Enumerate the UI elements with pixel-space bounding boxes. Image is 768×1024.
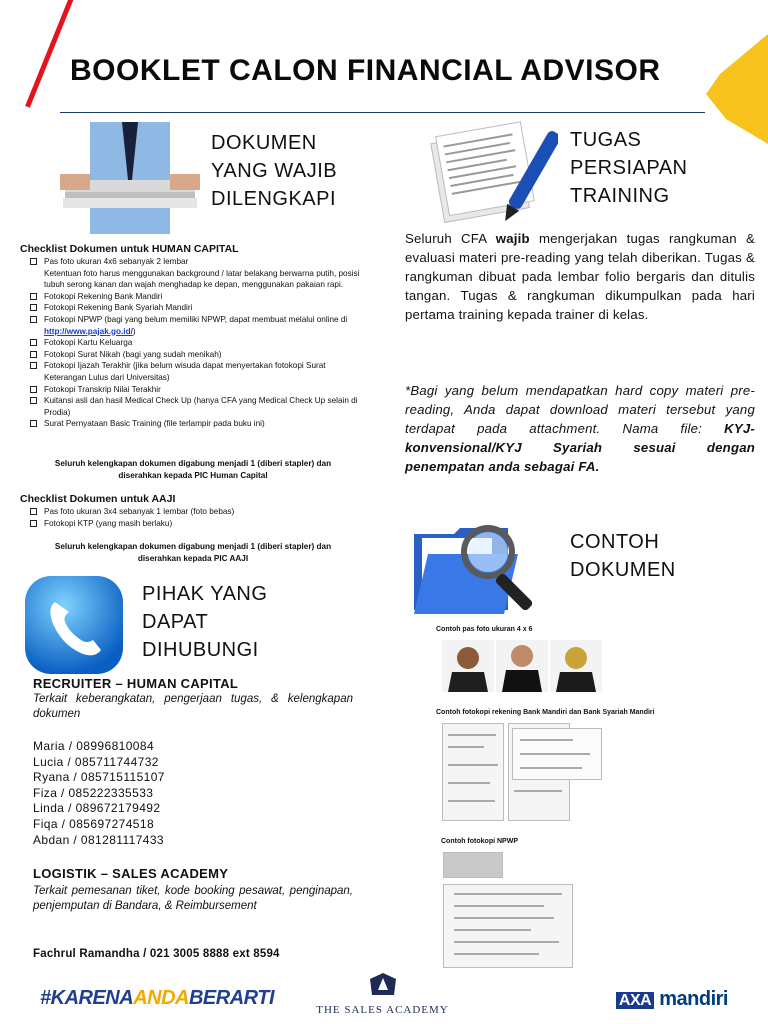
red-accent-stripe bbox=[25, 0, 76, 108]
scan-line bbox=[454, 953, 538, 955]
scan-line bbox=[520, 767, 582, 769]
dokumen-heading-line: DILENGKAPI bbox=[211, 188, 337, 210]
checklist-item bbox=[18, 349, 368, 361]
checklist-item-text: Fotokopi Rekening Bank Syariah Mandiri bbox=[44, 303, 193, 313]
checklist-item bbox=[18, 418, 368, 430]
aaji-note-line: diserahkan kepada PIC AAJI bbox=[137, 554, 249, 563]
tugas-heading-line: PERSIAPAN bbox=[570, 157, 688, 179]
scan-line bbox=[454, 917, 554, 919]
hashtag-part: BERARTI bbox=[188, 987, 274, 1009]
hc-note-line: diserahkan kepada PIC Human Capital bbox=[118, 471, 268, 480]
aaji-checklist bbox=[18, 506, 368, 529]
scan-line bbox=[448, 746, 484, 748]
pajak-link[interactable]: http://www.pajak.go.id/ bbox=[44, 326, 133, 336]
scan-line bbox=[448, 800, 495, 802]
tugas-text: mengerjakan tugas rangkuman & evaluasi materi pre-reading yang telah diberikan. Tugas & rangkuman dibuat pada lembar folio bergaris dan ditulis tangan. Tugas & rangkuman dikumpulkan pada hari pertama training kepada trainer di kelas. bbox=[405, 231, 755, 322]
hc-checklist-title: Checklist Dokumen untuk HUMAN CAPITAL bbox=[20, 243, 239, 255]
recruiter-title: RECRUITER – HUMAN CAPITAL bbox=[33, 676, 239, 691]
businessman-holding-documents-illustration bbox=[60, 122, 200, 234]
yellow-accent-shape bbox=[706, 34, 768, 144]
phone-icon bbox=[23, 574, 125, 676]
tugas-wajib-emphasis: wajib bbox=[495, 231, 530, 246]
checkbox-icon bbox=[30, 520, 37, 527]
hc-note-line: Seluruh kelengkapan dokumen digabung menjadi 1 (diberi stapler) dan bbox=[54, 459, 332, 468]
caption-npwp: Contoh fotokopi NPWP bbox=[441, 838, 518, 845]
checklist-item-text: Kuitansi asli dan hasil Medical Check Up (hanya CFA yang Medical Check Up selain di Prodia) bbox=[44, 396, 358, 417]
logistik-title: LOGISTIK – SALES ACADEMY bbox=[33, 866, 229, 881]
checklist-item-text: Fotokopi KTP (yang masih berlaku) bbox=[44, 518, 173, 528]
recruiter-list bbox=[33, 739, 165, 848]
checklist-item bbox=[18, 291, 368, 303]
hc-note bbox=[18, 458, 368, 482]
hashtag-part: ANDA bbox=[133, 987, 189, 1009]
checklist-item bbox=[18, 337, 368, 349]
axa-mandiri-logo bbox=[616, 988, 728, 1011]
checklist-item-text: Pas foto ukuran 3x4 sebanyak 1 lembar (foto bebas) bbox=[44, 507, 235, 516]
checkbox-icon bbox=[30, 508, 37, 515]
dokumen-heading-line: DOKUMEN bbox=[211, 132, 317, 154]
checklist-item-text: Fotokopi NPWP (bagi yang belum memiliki NPWP, dapat membuat melalui online di bbox=[44, 314, 348, 324]
checklist-item-text: Fotokopi Rekening Bank Mandiri bbox=[44, 291, 163, 301]
scan-line bbox=[454, 941, 559, 943]
axa-logo-text: AXA bbox=[616, 992, 654, 1009]
academy-name: THE SALES ACADEMY bbox=[316, 1004, 449, 1016]
footer-hashtag bbox=[40, 987, 274, 1010]
scan-line bbox=[454, 893, 562, 895]
bank-mandiri-copy-sample bbox=[442, 723, 504, 821]
kontak-heading bbox=[142, 580, 267, 664]
scan-line bbox=[448, 782, 490, 784]
scan-line bbox=[514, 790, 562, 792]
checkbox-icon bbox=[30, 397, 37, 404]
checklist-item-subtext: Ketentuan foto harus menggunakan background / latar belakang berwarna putih, posisi tubuh serong kanan dan wajah menghadap ke depan, menggunakan pakaian rapi. bbox=[44, 268, 360, 290]
documents-and-pen-illustration bbox=[430, 120, 558, 228]
checkbox-icon bbox=[30, 351, 37, 358]
tugas-text: Seluruh CFA bbox=[405, 231, 496, 246]
checklist-item-text: Fotokopi Transkrip Nilai Terakhir bbox=[44, 384, 161, 394]
checklist-item-text: ) bbox=[132, 326, 136, 336]
scan-line bbox=[448, 764, 498, 766]
hashtag-part: #KARENA bbox=[40, 987, 134, 1009]
checkbox-icon bbox=[30, 293, 37, 300]
recruiter-contact: Ryana / 085715115107 bbox=[33, 770, 165, 785]
checklist-item bbox=[18, 384, 368, 396]
tugas-heading-line: TUGAS bbox=[570, 129, 642, 151]
scan-line bbox=[448, 734, 496, 736]
checkbox-icon bbox=[30, 420, 37, 427]
recruiter-contact: Maria / 08996810084 bbox=[33, 739, 155, 753]
bank-book-page-sample bbox=[512, 728, 602, 780]
aaji-note bbox=[18, 541, 368, 565]
aaji-note-line: Seluruh kelengkapan dokumen digabung menjadi 1 (diberi stapler) dan bbox=[54, 542, 332, 551]
kontak-heading-line: DAPAT bbox=[142, 611, 209, 633]
checkbox-icon bbox=[30, 304, 37, 311]
checklist-item bbox=[18, 518, 368, 530]
mandiri-logo-text: mandiri bbox=[659, 988, 728, 1010]
recruiter-contact: Abdan / 081281117433 bbox=[33, 832, 165, 847]
checklist-item-text: Fotokopi Surat Nikah (bagi yang sudah menikah) bbox=[44, 349, 222, 359]
sample-photos bbox=[440, 640, 602, 692]
tugas-paragraph bbox=[405, 229, 755, 324]
npwp-certificate-sample bbox=[443, 884, 573, 968]
checklist-item bbox=[18, 314, 368, 337]
checkbox-icon bbox=[30, 339, 37, 346]
scan-line bbox=[454, 929, 531, 931]
checklist-item bbox=[18, 506, 368, 518]
checklist-item bbox=[18, 302, 368, 314]
checklist-item-text: Fotokopi Kartu Keluarga bbox=[44, 338, 133, 348]
page-title: BOOKLET CALON FINANCIAL ADVISOR bbox=[70, 54, 661, 87]
contoh-heading bbox=[570, 528, 676, 584]
recruiter-description: Terkait keberangkatan, pengerjaan tugas, & kelengkapan dokumen bbox=[33, 693, 353, 720]
hc-checklist bbox=[18, 256, 368, 430]
logistik-description: Terkait pemesanan tiket, kode booking pesawat, penginapan, penjemputan di Bandara, & Reimbursement bbox=[33, 885, 353, 912]
scan-line bbox=[520, 739, 573, 741]
scan-line bbox=[520, 753, 590, 755]
tugas-heading-line: TRAINING bbox=[570, 185, 670, 207]
checkbox-icon bbox=[30, 316, 37, 323]
sales-academy-logo bbox=[310, 973, 455, 1016]
recruiter-contact: Lucia / 085711744732 bbox=[33, 754, 159, 769]
checkbox-icon bbox=[30, 362, 37, 369]
checklist-item bbox=[18, 395, 368, 418]
checklist-item-text: Fotokopi Ijazah Terakhir (jika belum wisuda dapat menyertakan fotokopi Surat Keterangan Lulus dari Universitas) bbox=[44, 361, 326, 382]
recruiter-contact: Fiza / 085222335533 bbox=[33, 785, 154, 800]
aaji-checklist-title: Checklist Dokumen untuk AAJI bbox=[20, 493, 176, 505]
tugas-note-filename: KYJ-konvensional/KYJ Syariah sesuai dengan penempatan anda sebagai FA. bbox=[405, 421, 755, 474]
checklist-item bbox=[18, 256, 368, 291]
recruiter-contact: Fiqa / 085697274518 bbox=[33, 816, 155, 831]
contoh-heading-line: CONTOH bbox=[570, 531, 660, 553]
scan-line bbox=[454, 905, 544, 907]
tugas-note bbox=[405, 381, 755, 476]
kontak-heading-line: DIHUBUNGI bbox=[142, 639, 259, 661]
title-divider bbox=[60, 112, 705, 113]
caption-pas-foto: Contoh pas foto ukuran 4 x 6 bbox=[436, 626, 533, 633]
logistik-contact: Fachrul Ramandha / 021 3005 8888 ext 8594 bbox=[33, 948, 280, 960]
academy-crest-icon bbox=[370, 973, 396, 995]
tugas-note-text: *Bagi yang belum mendapatkan hard copy materi pre-reading, Anda dapat download materi tersebut yang terdapat pada attachment. Nama file: bbox=[405, 383, 755, 436]
kontak-heading-line: PIHAK YANG bbox=[142, 583, 268, 605]
dokumen-heading-line: YANG WAJIB bbox=[211, 160, 338, 182]
contoh-heading-line: DOKUMEN bbox=[570, 559, 676, 581]
dokumen-heading bbox=[211, 129, 337, 213]
checklist-item-text: Surat Pernyataan Basic Training (file terlampir pada buku ini) bbox=[44, 419, 265, 429]
tugas-heading bbox=[570, 126, 688, 210]
checkbox-icon bbox=[30, 386, 37, 393]
checklist-item-text: Pas foto ukuran 4x6 sebanyak 2 lembar bbox=[44, 257, 189, 266]
checkbox-icon bbox=[30, 258, 37, 265]
recruiter-contact: Linda / 089672179492 bbox=[33, 801, 161, 816]
passport-photo-samples bbox=[440, 640, 602, 692]
folder-magnifier-illustration bbox=[408, 514, 558, 618]
checklist-item bbox=[18, 360, 368, 383]
npwp-card-sample bbox=[443, 852, 503, 878]
caption-rekening: Contoh fotokopi rekening Bank Mandiri dan Bank Syariah Mandiri bbox=[436, 709, 655, 716]
